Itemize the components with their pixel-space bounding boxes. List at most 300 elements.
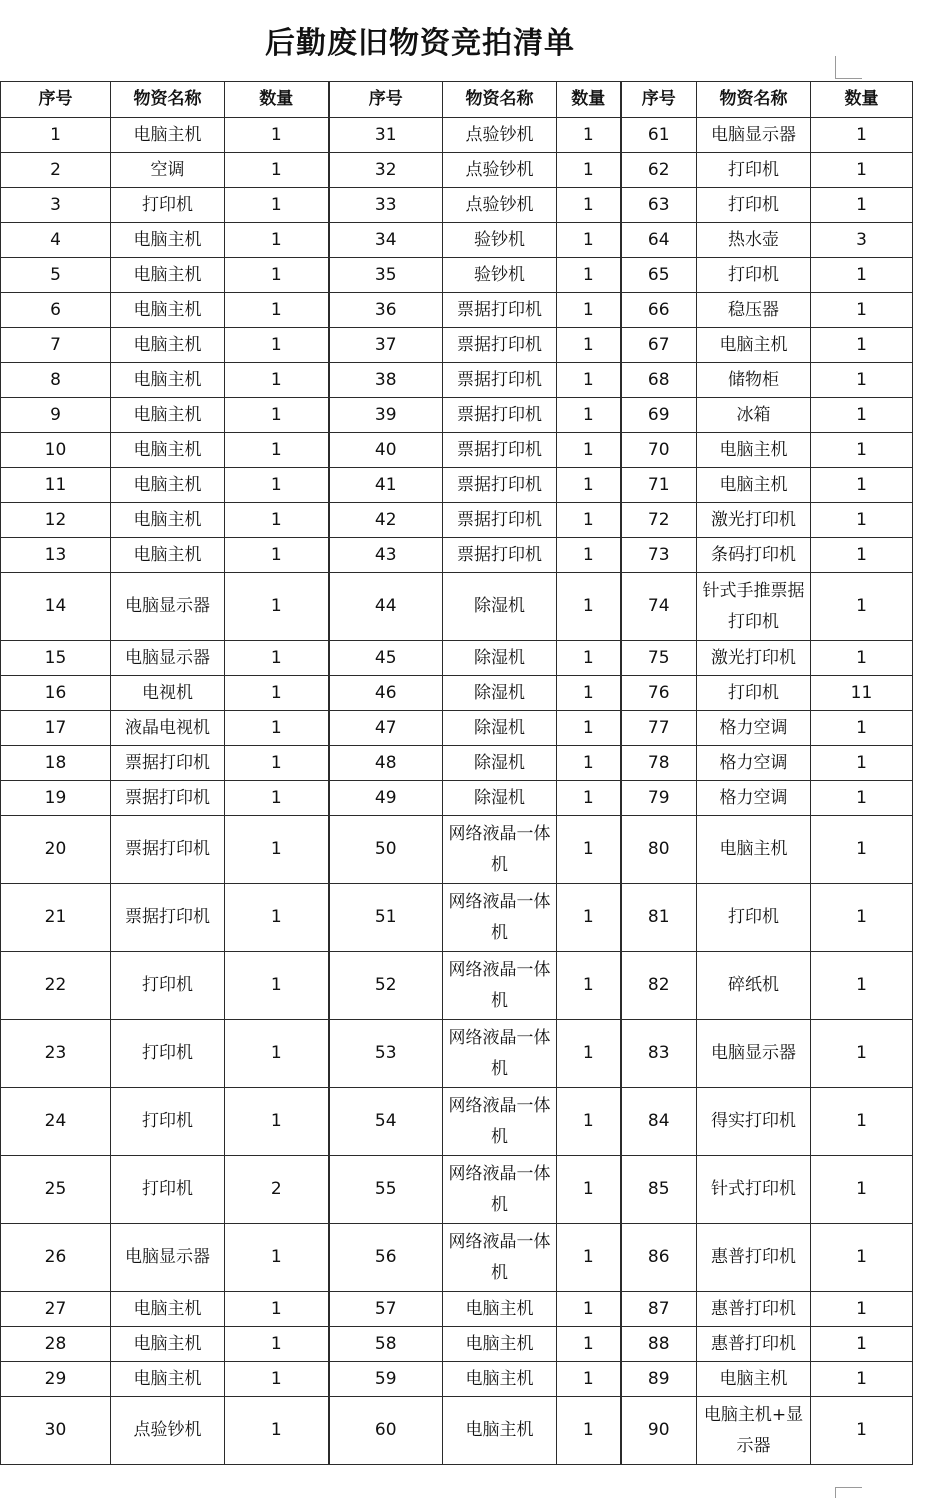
cell-quantity: 1 — [557, 641, 621, 676]
cell-index: 71 — [621, 468, 697, 503]
table-row — [1, 641, 913, 676]
table-row — [1, 746, 913, 781]
cell-index: 13 — [1, 538, 111, 573]
cell-item-name: 液晶电视机 — [111, 711, 225, 746]
cell-quantity: 1 — [225, 258, 329, 293]
cell-item-name: 电脑主机 — [111, 538, 225, 573]
cell-quantity: 1 — [811, 1292, 913, 1327]
header-index: 序号 — [621, 82, 697, 118]
cell-quantity: 1 — [557, 711, 621, 746]
cell-index: 23 — [1, 1020, 111, 1088]
table-row — [1, 503, 913, 538]
cell-item-name: 电视机 — [111, 676, 225, 711]
cell-index: 54 — [329, 1088, 443, 1156]
cell-quantity: 1 — [557, 1362, 621, 1397]
cell-quantity: 2 — [225, 1156, 329, 1224]
cell-index: 82 — [621, 952, 697, 1020]
table-row — [1, 1362, 913, 1397]
table-row — [1, 884, 913, 952]
cell-item-name: 票据打印机 — [443, 538, 557, 573]
cell-index: 58 — [329, 1327, 443, 1362]
cell-item-name: 惠普打印机 — [697, 1327, 811, 1362]
cell-item-name: 打印机 — [697, 153, 811, 188]
cell-item-name: 电脑主机 — [443, 1362, 557, 1397]
cell-quantity: 1 — [557, 1020, 621, 1088]
cell-quantity: 1 — [811, 1327, 913, 1362]
cell-index: 5 — [1, 258, 111, 293]
header-quantity: 数量 — [225, 82, 329, 118]
cell-quantity: 1 — [811, 398, 913, 433]
cell-item-name: 除湿机 — [443, 781, 557, 816]
cell-quantity: 1 — [811, 503, 913, 538]
cell-index: 76 — [621, 676, 697, 711]
cell-item-name: 电脑主机 — [697, 433, 811, 468]
cell-quantity: 1 — [225, 816, 329, 884]
header-item-name: 物资名称 — [697, 82, 811, 118]
cell-item-name: 除湿机 — [443, 676, 557, 711]
cell-item-name: 网络液晶一体机 — [443, 816, 557, 884]
cell-index: 89 — [621, 1362, 697, 1397]
cell-index: 62 — [621, 153, 697, 188]
cell-item-name: 票据打印机 — [111, 816, 225, 884]
cell-item-name: 电脑主机 — [111, 503, 225, 538]
cell-index: 29 — [1, 1362, 111, 1397]
cell-quantity: 1 — [811, 363, 913, 398]
cell-index: 14 — [1, 573, 111, 641]
cell-quantity: 1 — [811, 468, 913, 503]
cell-quantity: 1 — [811, 816, 913, 884]
header-item-name: 物资名称 — [111, 82, 225, 118]
cell-index: 42 — [329, 503, 443, 538]
cell-quantity: 1 — [225, 952, 329, 1020]
cell-item-name: 稳压器 — [697, 293, 811, 328]
cell-index: 4 — [1, 223, 111, 258]
cell-item-name: 储物柜 — [697, 363, 811, 398]
cell-item-name: 电脑主机 — [111, 468, 225, 503]
cell-index: 64 — [621, 223, 697, 258]
cell-item-name: 票据打印机 — [443, 433, 557, 468]
cell-item-name: 点验钞机 — [443, 188, 557, 223]
cell-item-name: 电脑显示器 — [697, 118, 811, 153]
cell-quantity: 1 — [811, 573, 913, 641]
cell-item-name: 格力空调 — [697, 781, 811, 816]
cell-quantity: 1 — [811, 433, 913, 468]
cell-quantity: 1 — [557, 258, 621, 293]
cell-index: 52 — [329, 952, 443, 1020]
cell-index: 70 — [621, 433, 697, 468]
table-row — [1, 223, 913, 258]
cell-index: 31 — [329, 118, 443, 153]
cell-quantity: 1 — [557, 952, 621, 1020]
cell-quantity: 1 — [557, 153, 621, 188]
cell-quantity: 1 — [225, 328, 329, 363]
cell-index: 53 — [329, 1020, 443, 1088]
cell-quantity: 1 — [225, 1362, 329, 1397]
cell-quantity: 1 — [557, 328, 621, 363]
cell-item-name: 票据打印机 — [443, 363, 557, 398]
cell-quantity: 1 — [225, 1327, 329, 1362]
cell-quantity: 1 — [557, 468, 621, 503]
cell-index: 80 — [621, 816, 697, 884]
cell-item-name: 电脑主机 — [443, 1397, 557, 1465]
cell-quantity: 1 — [225, 1224, 329, 1292]
cell-item-name: 点验钞机 — [111, 1397, 225, 1465]
cell-quantity: 1 — [225, 293, 329, 328]
cell-quantity: 1 — [225, 398, 329, 433]
cell-index: 18 — [1, 746, 111, 781]
cell-quantity: 1 — [557, 884, 621, 952]
cell-quantity: 1 — [225, 503, 329, 538]
table-row — [1, 153, 913, 188]
cell-index: 41 — [329, 468, 443, 503]
cell-item-name: 票据打印机 — [111, 746, 225, 781]
cell-index: 67 — [621, 328, 697, 363]
cell-index: 33 — [329, 188, 443, 223]
cell-item-name: 打印机 — [111, 1088, 225, 1156]
cell-quantity: 1 — [811, 952, 913, 1020]
cell-item-name: 电脑主机 — [697, 468, 811, 503]
cell-quantity: 1 — [225, 1088, 329, 1156]
cell-index: 3 — [1, 188, 111, 223]
cell-item-name: 电脑主机 — [111, 223, 225, 258]
cell-index: 75 — [621, 641, 697, 676]
cell-index: 84 — [621, 1088, 697, 1156]
cell-item-name: 电脑显示器 — [111, 1224, 225, 1292]
cell-item-name: 验钞机 — [443, 223, 557, 258]
cell-item-name: 电脑主机 — [111, 293, 225, 328]
cell-index: 7 — [1, 328, 111, 363]
cell-index: 43 — [329, 538, 443, 573]
cell-item-name: 电脑主机 — [111, 258, 225, 293]
header-item-name: 物资名称 — [443, 82, 557, 118]
cell-index: 17 — [1, 711, 111, 746]
cell-quantity: 1 — [225, 1292, 329, 1327]
cell-index: 32 — [329, 153, 443, 188]
cell-item-name: 电脑主机 — [111, 398, 225, 433]
cell-index: 40 — [329, 433, 443, 468]
cell-item-name: 针式打印机 — [697, 1156, 811, 1224]
cell-item-name: 打印机 — [697, 188, 811, 223]
cell-item-name: 电脑显示器 — [697, 1020, 811, 1088]
cell-index: 48 — [329, 746, 443, 781]
cell-item-name: 网络液晶一体机 — [443, 1224, 557, 1292]
cell-quantity: 1 — [225, 538, 329, 573]
cell-item-name: 针式手推票据打印机 — [697, 573, 811, 641]
cell-quantity: 1 — [811, 328, 913, 363]
cell-index: 16 — [1, 676, 111, 711]
header-quantity: 数量 — [811, 82, 913, 118]
cell-item-name: 票据打印机 — [443, 468, 557, 503]
cell-index: 86 — [621, 1224, 697, 1292]
cell-quantity: 1 — [811, 258, 913, 293]
cell-index: 24 — [1, 1088, 111, 1156]
cell-quantity: 1 — [811, 1020, 913, 1088]
cell-item-name: 打印机 — [111, 1020, 225, 1088]
cell-index: 47 — [329, 711, 443, 746]
header-row — [1, 82, 913, 118]
cell-item-name: 打印机 — [697, 258, 811, 293]
cell-quantity: 1 — [557, 363, 621, 398]
table-row — [1, 468, 913, 503]
cell-item-name: 点验钞机 — [443, 118, 557, 153]
cell-index: 10 — [1, 433, 111, 468]
header-quantity: 数量 — [557, 82, 621, 118]
table-row — [1, 781, 913, 816]
cell-quantity: 1 — [557, 293, 621, 328]
cell-index: 38 — [329, 363, 443, 398]
cell-quantity: 1 — [811, 1224, 913, 1292]
cell-index: 49 — [329, 781, 443, 816]
cell-index: 12 — [1, 503, 111, 538]
table-row — [1, 538, 913, 573]
cell-item-name: 电脑主机 — [697, 816, 811, 884]
cell-quantity: 1 — [557, 223, 621, 258]
cell-item-name: 票据打印机 — [443, 328, 557, 363]
cell-item-name: 除湿机 — [443, 746, 557, 781]
cell-index: 27 — [1, 1292, 111, 1327]
cell-item-name: 打印机 — [697, 676, 811, 711]
cell-quantity: 1 — [225, 223, 329, 258]
page-corner-mark-top — [835, 56, 862, 79]
cell-index: 78 — [621, 746, 697, 781]
cell-quantity: 1 — [225, 433, 329, 468]
cell-index: 45 — [329, 641, 443, 676]
cell-item-name: 电脑主机+显示器 — [697, 1397, 811, 1465]
cell-item-name: 碎纸机 — [697, 952, 811, 1020]
cell-index: 63 — [621, 188, 697, 223]
cell-index: 44 — [329, 573, 443, 641]
cell-index: 11 — [1, 468, 111, 503]
cell-item-name: 票据打印机 — [111, 884, 225, 952]
cell-item-name: 除湿机 — [443, 573, 557, 641]
cell-index: 46 — [329, 676, 443, 711]
cell-item-name: 除湿机 — [443, 641, 557, 676]
cell-item-name: 电脑主机 — [443, 1327, 557, 1362]
cell-quantity: 1 — [811, 538, 913, 573]
cell-quantity: 1 — [225, 188, 329, 223]
cell-quantity: 1 — [811, 153, 913, 188]
inventory-table — [0, 81, 913, 1465]
cell-item-name: 激光打印机 — [697, 641, 811, 676]
cell-index: 6 — [1, 293, 111, 328]
cell-quantity: 1 — [225, 1020, 329, 1088]
cell-quantity: 3 — [811, 223, 913, 258]
table-row — [1, 398, 913, 433]
cell-quantity: 1 — [225, 468, 329, 503]
cell-item-name: 电脑主机 — [697, 328, 811, 363]
header-index: 序号 — [329, 82, 443, 118]
cell-quantity: 1 — [225, 711, 329, 746]
cell-index: 65 — [621, 258, 697, 293]
cell-index: 21 — [1, 884, 111, 952]
cell-quantity: 1 — [225, 573, 329, 641]
cell-quantity: 1 — [557, 1327, 621, 1362]
cell-index: 15 — [1, 641, 111, 676]
cell-quantity: 1 — [225, 118, 329, 153]
cell-quantity: 1 — [225, 746, 329, 781]
table-row — [1, 363, 913, 398]
cell-item-name: 激光打印机 — [697, 503, 811, 538]
cell-item-name: 打印机 — [697, 884, 811, 952]
cell-quantity: 1 — [811, 746, 913, 781]
cell-item-name: 电脑显示器 — [111, 573, 225, 641]
table-body — [1, 118, 913, 1465]
table-row — [1, 816, 913, 884]
cell-quantity: 1 — [225, 641, 329, 676]
cell-quantity: 1 — [557, 676, 621, 711]
table-row — [1, 328, 913, 363]
cell-quantity: 1 — [557, 1088, 621, 1156]
cell-item-name: 网络液晶一体机 — [443, 1088, 557, 1156]
cell-item-name: 验钞机 — [443, 258, 557, 293]
table-row — [1, 676, 913, 711]
cell-index: 8 — [1, 363, 111, 398]
cell-quantity: 1 — [557, 503, 621, 538]
table-row — [1, 573, 913, 641]
cell-item-name: 点验钞机 — [443, 153, 557, 188]
cell-index: 77 — [621, 711, 697, 746]
cell-quantity: 1 — [225, 781, 329, 816]
cell-index: 9 — [1, 398, 111, 433]
cell-index: 39 — [329, 398, 443, 433]
cell-index: 35 — [329, 258, 443, 293]
cell-quantity: 1 — [811, 711, 913, 746]
cell-item-name: 网络液晶一体机 — [443, 884, 557, 952]
cell-index: 61 — [621, 118, 697, 153]
cell-item-name: 冰箱 — [697, 398, 811, 433]
cell-index: 19 — [1, 781, 111, 816]
cell-quantity: 1 — [811, 1397, 913, 1465]
cell-quantity: 1 — [811, 1088, 913, 1156]
cell-item-name: 空调 — [111, 153, 225, 188]
cell-index: 28 — [1, 1327, 111, 1362]
table-row — [1, 711, 913, 746]
cell-item-name: 条码打印机 — [697, 538, 811, 573]
cell-quantity: 1 — [557, 781, 621, 816]
cell-index: 66 — [621, 293, 697, 328]
cell-index: 85 — [621, 1156, 697, 1224]
cell-index: 55 — [329, 1156, 443, 1224]
cell-item-name: 除湿机 — [443, 711, 557, 746]
cell-item-name: 票据打印机 — [443, 503, 557, 538]
table-row — [1, 952, 913, 1020]
cell-index: 73 — [621, 538, 697, 573]
cell-index: 60 — [329, 1397, 443, 1465]
cell-item-name: 惠普打印机 — [697, 1292, 811, 1327]
cell-index: 50 — [329, 816, 443, 884]
cell-index: 79 — [621, 781, 697, 816]
cell-item-name: 电脑主机 — [111, 328, 225, 363]
cell-item-name: 格力空调 — [697, 711, 811, 746]
cell-quantity: 1 — [811, 1156, 913, 1224]
cell-item-name: 票据打印机 — [443, 398, 557, 433]
cell-quantity: 1 — [557, 1397, 621, 1465]
cell-quantity: 1 — [811, 293, 913, 328]
cell-item-name: 电脑主机 — [111, 118, 225, 153]
cell-index: 88 — [621, 1327, 697, 1362]
cell-item-name: 电脑显示器 — [111, 641, 225, 676]
cell-item-name: 票据打印机 — [111, 781, 225, 816]
table-row — [1, 1020, 913, 1088]
cell-quantity: 1 — [811, 118, 913, 153]
cell-item-name: 得实打印机 — [697, 1088, 811, 1156]
cell-item-name: 打印机 — [111, 952, 225, 1020]
table-row — [1, 258, 913, 293]
cell-quantity: 1 — [557, 816, 621, 884]
table-row — [1, 1088, 913, 1156]
cell-item-name: 电脑主机 — [697, 1362, 811, 1397]
cell-item-name: 电脑主机 — [111, 1362, 225, 1397]
page-title: 后勤废旧物资竞拍清单 — [265, 26, 575, 61]
cell-index: 22 — [1, 952, 111, 1020]
cell-quantity: 1 — [225, 884, 329, 952]
cell-item-name: 打印机 — [111, 1156, 225, 1224]
cell-quantity: 1 — [811, 884, 913, 952]
cell-quantity: 1 — [811, 188, 913, 223]
cell-item-name: 电脑主机 — [111, 1327, 225, 1362]
cell-quantity: 1 — [557, 1224, 621, 1292]
table-row — [1, 188, 913, 223]
cell-quantity: 1 — [557, 1156, 621, 1224]
cell-index: 30 — [1, 1397, 111, 1465]
cell-quantity: 1 — [557, 188, 621, 223]
cell-item-name: 电脑主机 — [111, 363, 225, 398]
table-row — [1, 1397, 913, 1465]
cell-item-name: 电脑主机 — [111, 433, 225, 468]
cell-index: 57 — [329, 1292, 443, 1327]
cell-index: 72 — [621, 503, 697, 538]
cell-index: 68 — [621, 363, 697, 398]
cell-index: 26 — [1, 1224, 111, 1292]
header-index: 序号 — [1, 82, 111, 118]
table-row — [1, 433, 913, 468]
cell-quantity: 1 — [557, 746, 621, 781]
cell-index: 37 — [329, 328, 443, 363]
cell-item-name: 票据打印机 — [443, 293, 557, 328]
cell-quantity: 1 — [811, 1362, 913, 1397]
cell-item-name: 网络液晶一体机 — [443, 1020, 557, 1088]
cell-item-name: 电脑主机 — [111, 1292, 225, 1327]
table-row — [1, 1327, 913, 1362]
cell-index: 90 — [621, 1397, 697, 1465]
cell-index: 59 — [329, 1362, 443, 1397]
cell-item-name: 打印机 — [111, 188, 225, 223]
cell-item-name: 电脑主机 — [443, 1292, 557, 1327]
cell-item-name: 热水壶 — [697, 223, 811, 258]
cell-index: 56 — [329, 1224, 443, 1292]
cell-index: 87 — [621, 1292, 697, 1327]
cell-index: 34 — [329, 223, 443, 258]
cell-quantity: 1 — [557, 573, 621, 641]
cell-index: 25 — [1, 1156, 111, 1224]
cell-index: 20 — [1, 816, 111, 884]
table-row — [1, 1156, 913, 1224]
cell-quantity: 1 — [225, 363, 329, 398]
cell-index: 81 — [621, 884, 697, 952]
cell-item-name: 惠普打印机 — [697, 1224, 811, 1292]
cell-quantity: 1 — [557, 538, 621, 573]
cell-index: 83 — [621, 1020, 697, 1088]
cell-item-name: 网络液晶一体机 — [443, 1156, 557, 1224]
cell-quantity: 1 — [225, 1397, 329, 1465]
table-row — [1, 293, 913, 328]
cell-quantity: 1 — [225, 153, 329, 188]
cell-item-name: 格力空调 — [697, 746, 811, 781]
table-row — [1, 118, 913, 153]
cell-quantity: 1 — [557, 433, 621, 468]
table-row — [1, 1224, 913, 1292]
cell-quantity: 1 — [811, 641, 913, 676]
